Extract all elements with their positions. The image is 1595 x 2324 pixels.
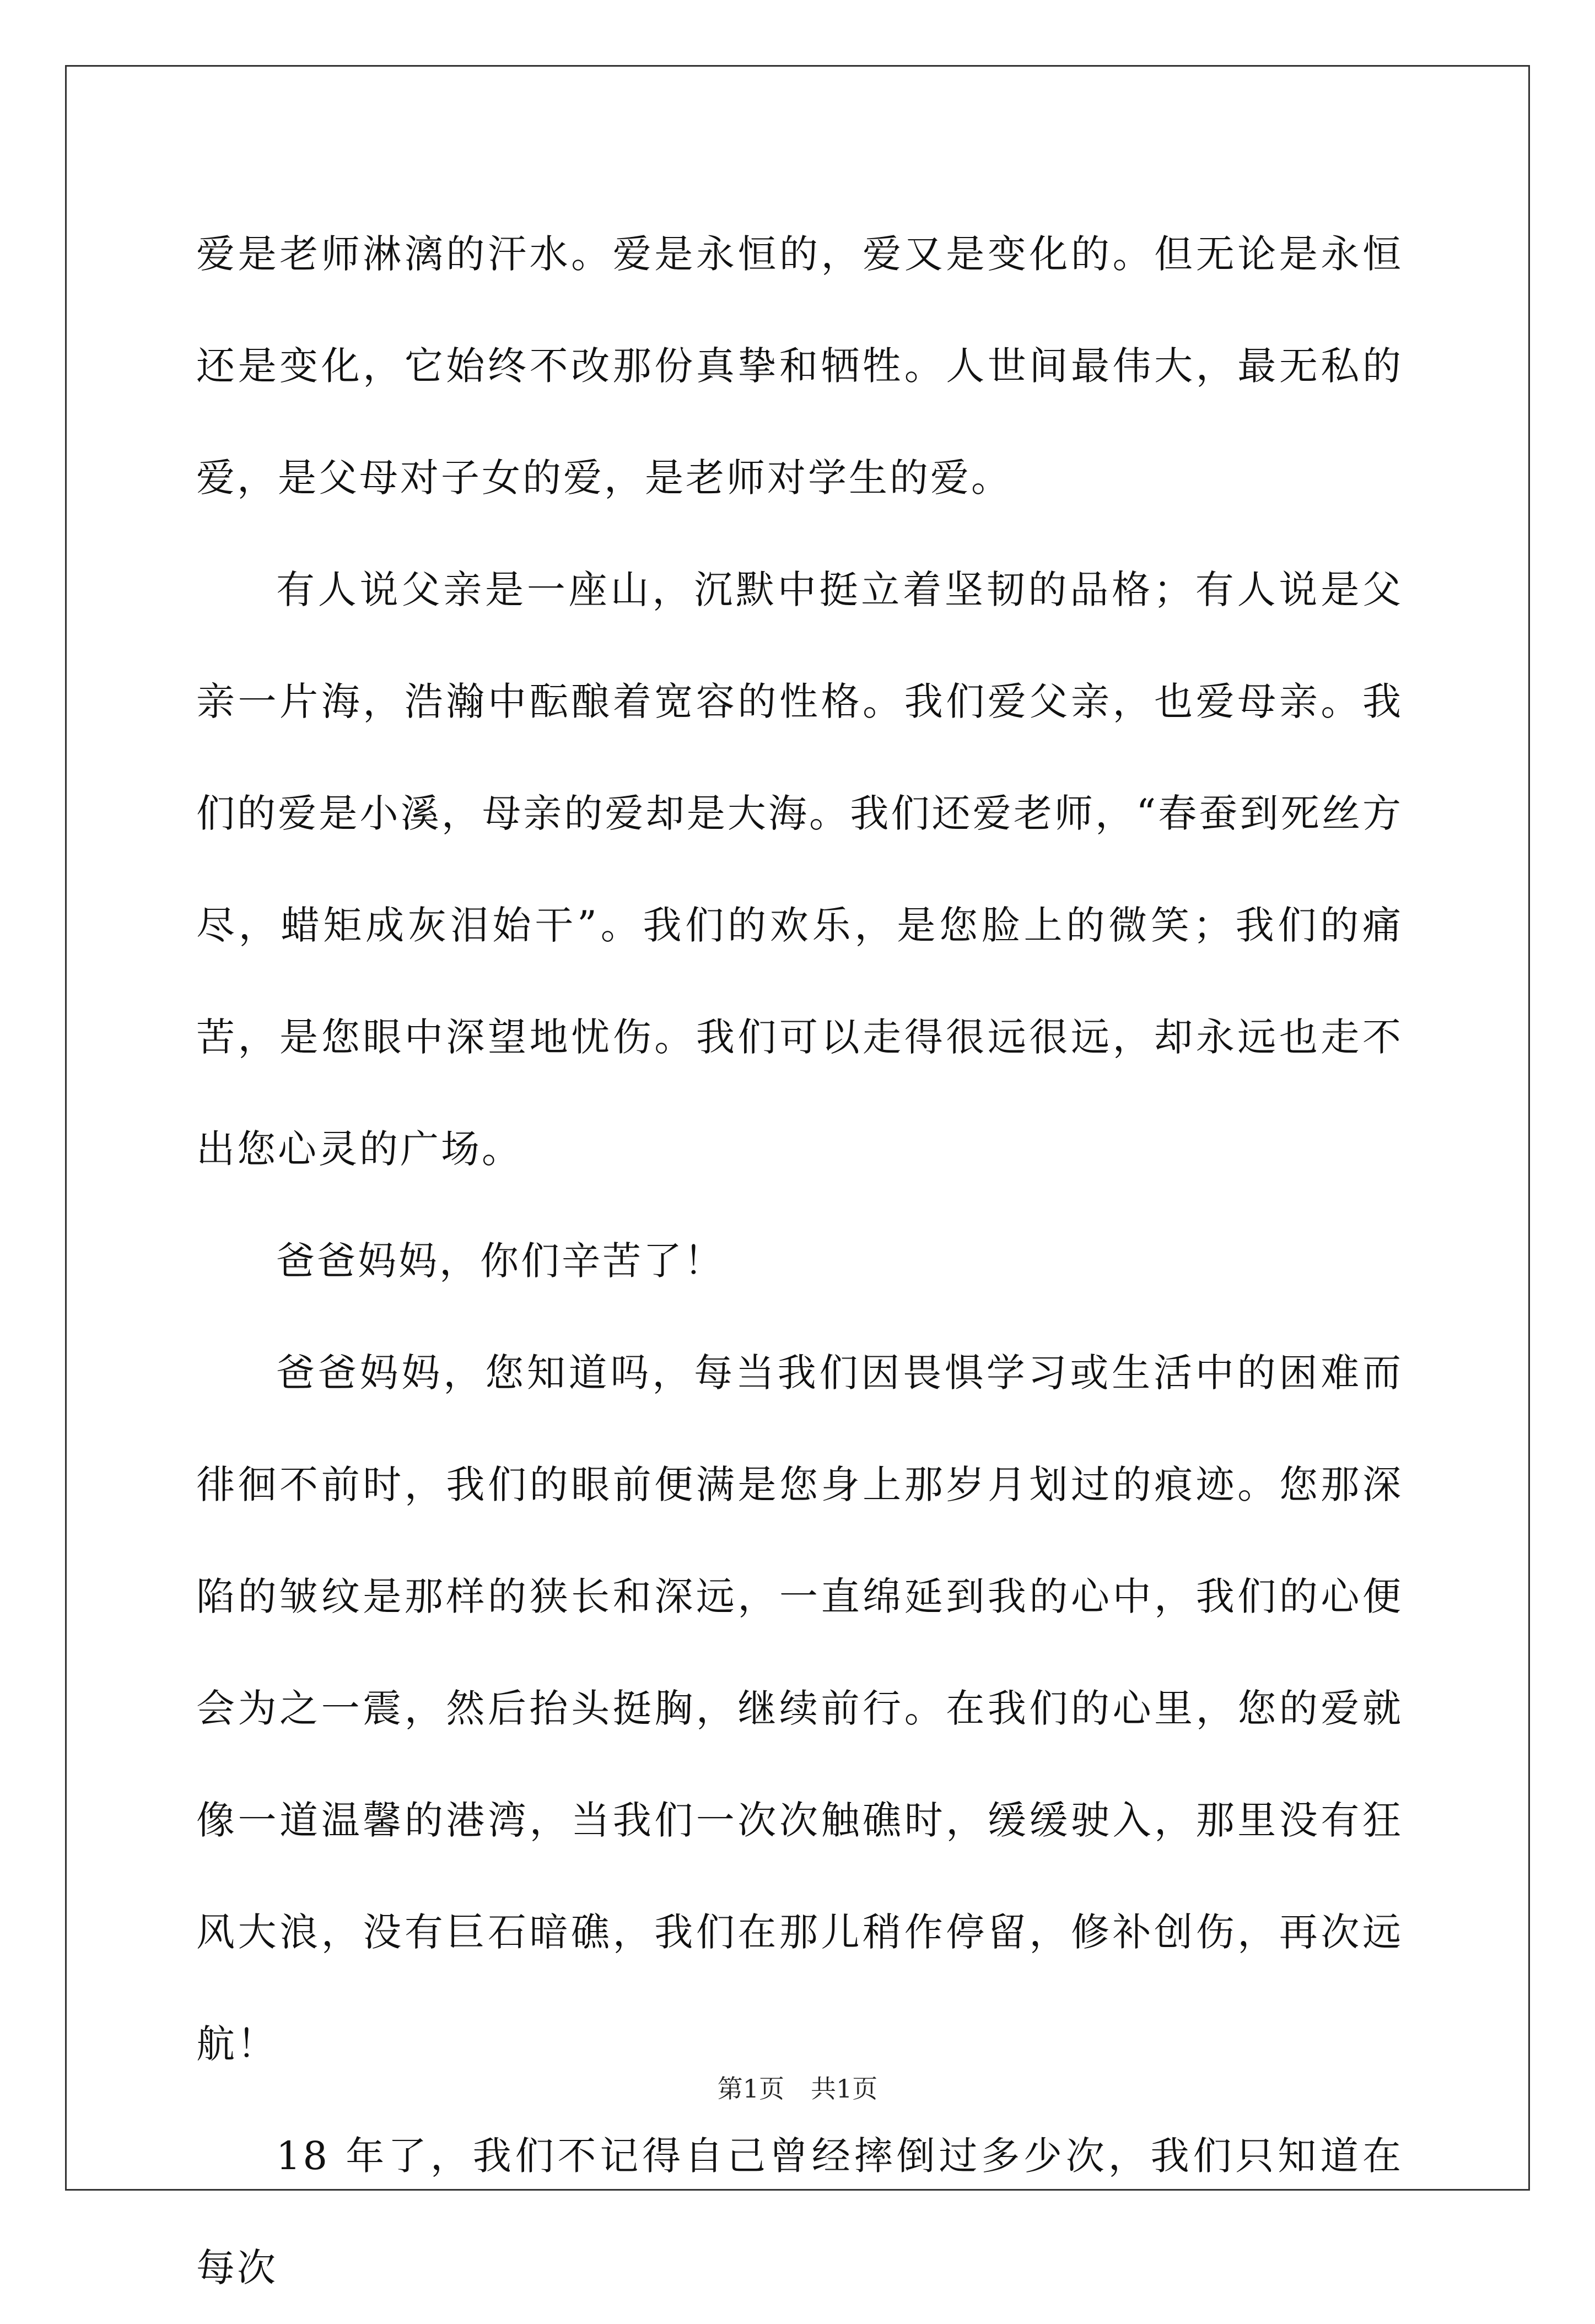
paragraph-1: 爱是老师淋漓的汗水。爱是永恒的，爱又是变化的。但无论是永恒还是变化，它始终不改那份真挚和牺牲。人世间最伟大，最无私的爱，是父母对子女的爱，是老师对学生的爱。 bbox=[196, 231, 1403, 500]
page-number-current: 第1页 bbox=[717, 2074, 784, 2104]
page-footer bbox=[0, 2072, 1595, 2105]
paragraph-2: 有人说父亲是一座山，沉默中挺立着坚韧的品格；有人说是父亲一片海，浩瀚中酝酿着宽容的性格。我们爱父亲，也爱母亲。我们的爱是小溪，母亲的爱却是大海。我们还爱老师，“春蚕到死丝方尽，蜡矩成灰泪始干”。我们的欢乐，是您脸上的微笑；我们的痛苦，是您眼中深望地忧伤。我们可以走得很远很远，却永远也走不出您心灵的广场。 bbox=[196, 567, 1403, 1172]
paragraph-4: 爸爸妈妈，您知道吗，每当我们因畏惧学习或生活中的困难而徘徊不前时，我们的眼前便满是您身上那岁月划过的痕迹。您那深陷的皱纹是那样的狭长和深远，一直绵延到我的心中，我们的心便会为之一震，然后抬头挺胸，继续前行。在我们的心里，您的爱就像一道温馨的港湾，当我们一次次触礁时，缓缓驶入，那里没有狂风大浪，没有巨石暗礁，我们在那儿稍作停留，修补创伤，再次远航！ bbox=[196, 1350, 1403, 2067]
page-number-total: 共1页 bbox=[811, 2074, 878, 2104]
document-body bbox=[196, 198, 1403, 2324]
paragraph-5: 18 年了，我们不记得自己曾经摔倒过多少次，我们只知道在每次 bbox=[196, 2133, 1403, 2290]
paragraph-3: 爸爸妈妈，你们辛苦了！ bbox=[276, 1238, 725, 1284]
